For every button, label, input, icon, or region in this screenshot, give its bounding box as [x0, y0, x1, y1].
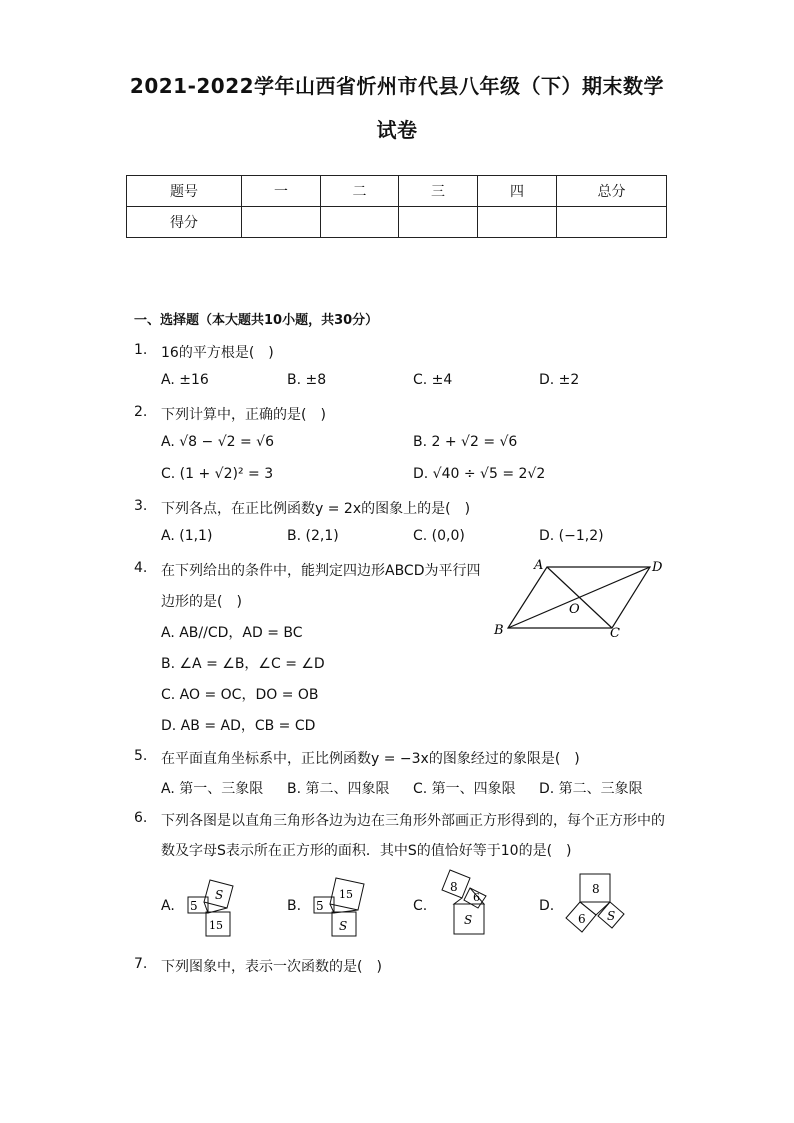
square-value: 6: [578, 912, 586, 926]
question-stem-continued: 数及字母S表示所在正方形的面积．其中S的值恰好等于10的是( ): [161, 843, 572, 859]
question-stem: 下列图象中，表示一次函数的是( ): [161, 959, 382, 975]
score-row-label: 得分: [127, 207, 242, 238]
score-cell: [557, 207, 667, 238]
question-stem: 下列计算中，正确的是( ): [161, 407, 326, 423]
option: A. AB//CD，AD = BC: [161, 625, 303, 641]
score-cell: [399, 207, 478, 238]
square-value: S: [339, 919, 348, 933]
question-number: 4.: [134, 560, 148, 576]
question-number: 6.: [134, 810, 148, 826]
option: B. (2,1): [287, 528, 339, 544]
question-number: 5.: [134, 748, 148, 764]
square-value: 8: [450, 880, 458, 894]
score-cell: [478, 207, 557, 238]
diagonal-bd: [508, 567, 650, 628]
center-label-o: O: [569, 602, 580, 617]
vertex-label-d: D: [652, 560, 663, 575]
vertex-label-c: C: [610, 626, 620, 641]
square-value: 5: [316, 899, 324, 913]
option: B. ±8: [287, 372, 327, 388]
score-table: [126, 175, 667, 238]
square-value: 6: [473, 891, 480, 904]
option: B. 2 + √2 = √6: [413, 434, 518, 450]
question-stem: 16的平方根是( ): [161, 345, 274, 361]
square-value: 5: [190, 899, 198, 913]
question-number: 7.: [134, 956, 148, 972]
option: C. AO = OC，DO = OB: [161, 687, 319, 703]
question-number: 2.: [134, 404, 148, 420]
option: D.: [539, 898, 555, 914]
option: D. ±2: [539, 372, 580, 388]
option: B.: [287, 898, 302, 914]
squares-figure-d: [562, 870, 636, 940]
question-stem: 下列各点，在正比例函数y = 2x的图象上的是( ): [161, 501, 471, 517]
question-stem: 在下列给出的条件中，能判定四边形ABCD为平行四: [161, 563, 481, 579]
square-value: S: [215, 888, 224, 902]
score-header-cell: 题号: [127, 176, 242, 207]
square-value: S: [464, 913, 473, 927]
exam-title-line2: 试卷: [376, 118, 418, 142]
option: C. 第一、四象限: [413, 781, 516, 797]
score-table-header-row: [127, 176, 667, 207]
score-cell: [321, 207, 399, 238]
option: B. 第二、四象限: [287, 781, 390, 797]
option: B. ∠A = ∠B，∠C = ∠D: [161, 656, 325, 672]
square-value: 15: [209, 919, 223, 932]
squares-figure-c: [436, 866, 506, 942]
question-stem: 下列各图是以直角三角形各边为边在三角形外部画正方形得到的，每个正方形中的: [161, 813, 665, 829]
option: C. (0,0): [413, 528, 465, 544]
question-number: 3.: [134, 498, 148, 514]
score-header-cell: 总分: [557, 176, 667, 207]
option: C. (1 + √2)² = 3: [161, 466, 274, 482]
option: D. 第二、三象限: [539, 781, 643, 797]
score-cell: [242, 207, 321, 238]
score-header-cell: 三: [399, 176, 478, 207]
option: A. ±16: [161, 372, 209, 388]
option: C. ±4: [413, 372, 453, 388]
question-number: 1.: [134, 342, 148, 358]
vertex-label-b: B: [494, 623, 504, 638]
square-value: 15: [339, 888, 353, 901]
square-value: 8: [592, 882, 600, 896]
option: D. √40 ÷ √5 = 2√2: [413, 466, 546, 482]
question-stem: 在平面直角坐标系中，正比例函数y = −3x的图象经过的象限是( ): [161, 751, 580, 767]
exam-title-line1: 2021-2022学年山西省忻州市代县八年级（下）期末数学: [129, 74, 665, 98]
vertex-label-a: A: [534, 558, 544, 573]
score-table-score-row: [127, 207, 667, 238]
section-heading: 一、选择题（本大题共10小题，共30分）: [134, 313, 379, 328]
score-header-cell: 四: [478, 176, 557, 207]
option: D. (−1,2): [539, 528, 604, 544]
square-value: S: [607, 909, 616, 923]
option: D. AB = AD，CB = CD: [161, 718, 316, 734]
option: A. 第一、三象限: [161, 781, 264, 797]
option: A. √8 − √2 = √6: [161, 434, 274, 450]
score-header-cell: 二: [321, 176, 399, 207]
option: A.: [161, 898, 175, 914]
squares-figure-a: [180, 870, 250, 940]
question-stem-continued: 边形的是( ): [161, 594, 242, 610]
score-header-cell: 一: [242, 176, 321, 207]
parallelogram-figure: [490, 555, 670, 645]
squares-figure-b: [306, 870, 376, 940]
option: C.: [413, 898, 428, 914]
option: A. (1,1): [161, 528, 213, 544]
